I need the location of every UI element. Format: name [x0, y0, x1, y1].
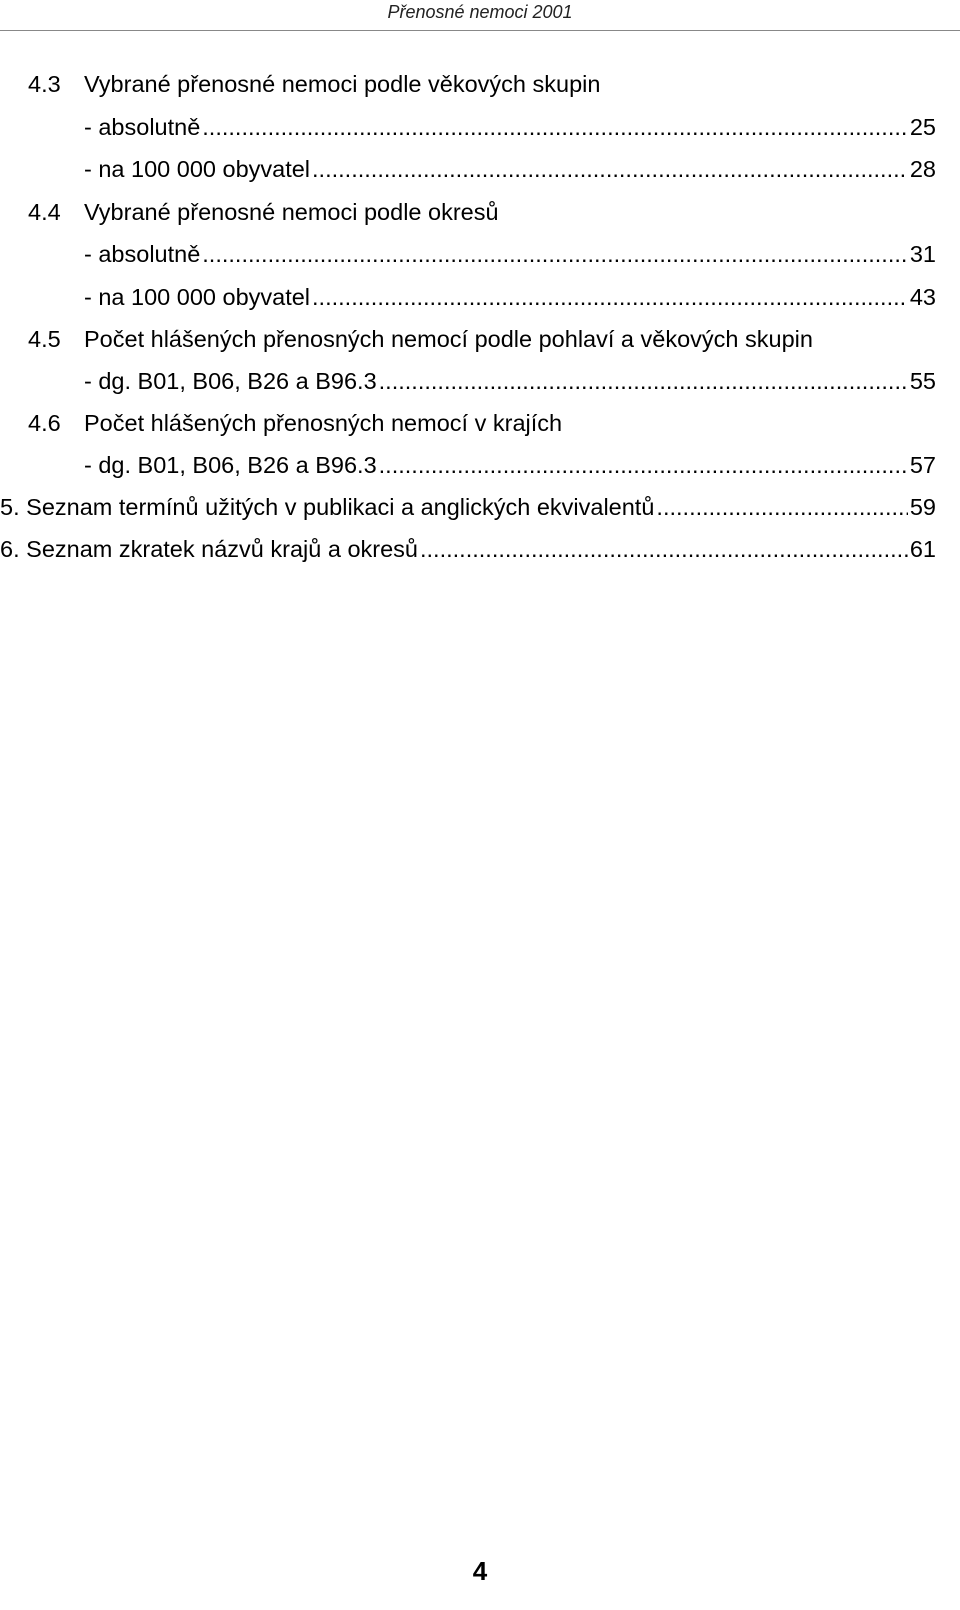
toc-entry-4-6[interactable]	[28, 409, 938, 437]
toc-entry-4-4[interactable]	[28, 198, 938, 226]
toc-subtitle: - dg. B01, B06, B26 a B96.3	[84, 368, 377, 394]
toc-page-number: 31	[909, 241, 936, 267]
leader-dots	[312, 283, 908, 311]
toc-subtitle: - dg. B01, B06, B26 a B96.3	[84, 452, 377, 478]
toc-subtitle: - absolutně	[84, 241, 201, 267]
toc-page-number: 55	[909, 368, 936, 394]
toc-title: Počet hlášených přenosných nemocí v krajích	[84, 410, 563, 436]
leader-dots	[656, 493, 907, 521]
toc-title: Vybrané přenosné nemoci podle věkových skupin	[84, 71, 601, 97]
toc-entry-4-6-diagnoses[interactable]	[84, 451, 936, 479]
toc-subtitle: - absolutně	[84, 114, 201, 140]
leader-dots	[202, 113, 908, 141]
toc-page-number: 28	[909, 156, 936, 182]
toc-number: 6.	[0, 536, 20, 562]
toc-entry-4-3-per-100000[interactable]	[84, 155, 936, 183]
header-rule	[0, 30, 960, 31]
toc-entry-4-3[interactable]	[28, 70, 938, 98]
toc-number: 4.6	[28, 410, 61, 436]
toc-number: 4.4	[28, 199, 61, 225]
toc-page-number: 61	[909, 536, 936, 562]
toc-subtitle: - na 100 000 obyvatel	[84, 156, 311, 182]
toc-entry-4-4-absolute[interactable]	[84, 240, 936, 268]
toc-page-number: 25	[909, 114, 936, 140]
toc-title: Seznam termínů užitých v publikaci a anglických ekvivalentů	[26, 494, 655, 520]
toc-entry-4-3-absolute[interactable]	[84, 113, 936, 141]
running-header: Přenosné nemoci 2001	[387, 2, 573, 22]
leader-dots	[379, 367, 908, 395]
toc-number: 4.3	[28, 71, 61, 97]
toc-entry-6[interactable]	[0, 535, 936, 563]
toc-number: 5.	[0, 494, 20, 520]
leader-dots	[420, 535, 908, 563]
toc-entry-4-5-diagnoses[interactable]	[84, 367, 936, 395]
toc-title: Seznam zkratek názvů krajů a okresů	[26, 536, 418, 562]
toc-page-number: 57	[909, 452, 936, 478]
toc-entry-4-5[interactable]	[28, 325, 948, 353]
toc-subtitle: - na 100 000 obyvatel	[84, 284, 311, 310]
toc-title: Počet hlášených přenosných nemocí podle pohlaví a věkových skupin	[84, 326, 813, 352]
leader-dots	[379, 451, 908, 479]
leader-dots	[312, 155, 908, 183]
toc-page-number: 43	[909, 284, 936, 310]
toc-entry-4-4-per-100000[interactable]	[84, 283, 936, 311]
toc-entry-5[interactable]	[0, 493, 936, 521]
toc-page-number: 59	[909, 494, 936, 520]
leader-dots	[202, 240, 908, 268]
page-number: 4	[472, 1556, 488, 1586]
toc-number: 4.5	[28, 326, 61, 352]
toc-title: Vybrané přenosné nemoci podle okresů	[84, 199, 499, 225]
